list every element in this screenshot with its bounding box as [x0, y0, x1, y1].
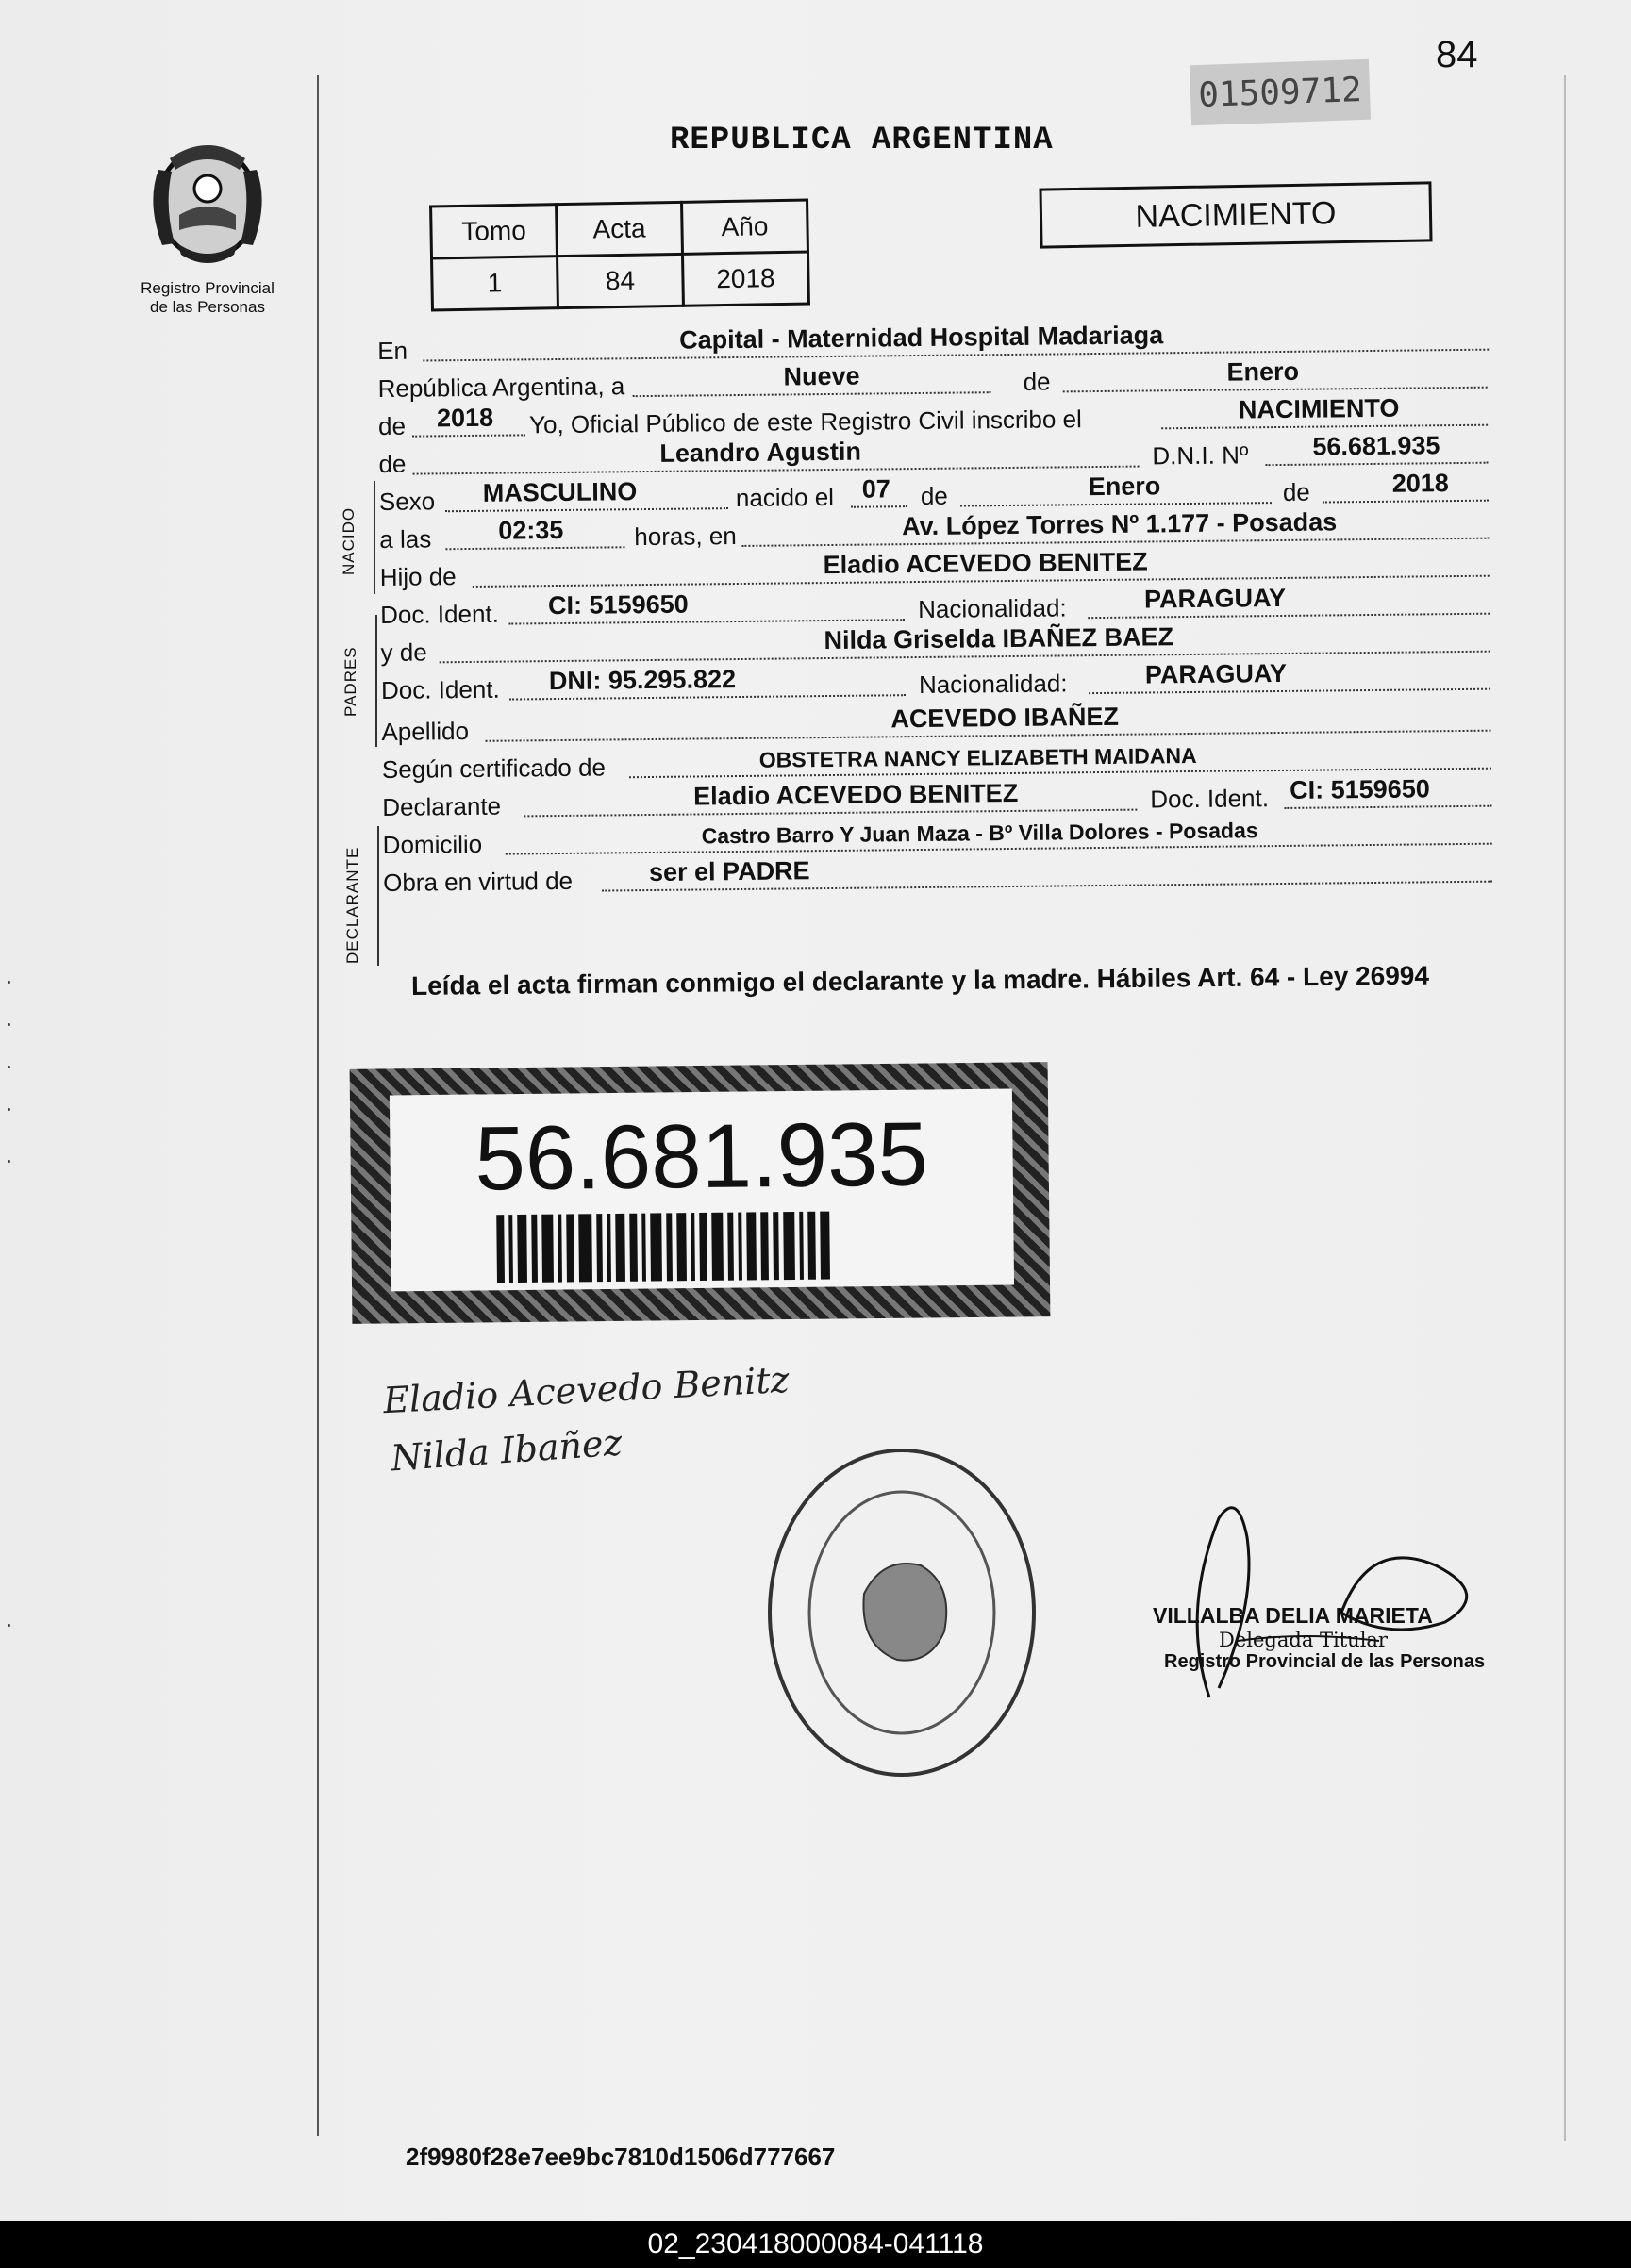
dni-stamp-number: 56.681.935 [474, 1103, 929, 1210]
label-nacido-el: nacido el [735, 482, 835, 513]
section-bracket [374, 481, 375, 594]
barcode-bar [727, 1213, 734, 1281]
label-nacionalidad: Nacionalidad: [917, 593, 1067, 624]
value-sexo: MASCULINO [482, 477, 638, 507]
value-madre-doc: DNI: 95.295.822 [548, 665, 737, 696]
label-dni: D.N.I. Nº [1152, 440, 1249, 471]
left-margin-line [317, 75, 319, 2136]
value-padre: Eladio ACEVEDO BENITEZ [823, 547, 1148, 580]
barcode-bar [558, 1215, 562, 1283]
section-bracket [375, 615, 377, 747]
act-type-box: NACIMIENTO [1039, 181, 1432, 248]
barcode-bar [820, 1212, 830, 1280]
registry-name-line1: Registro Provincial [141, 279, 275, 297]
value-acto: NACIMIENTO [1238, 393, 1400, 424]
label-de-name: de [378, 449, 407, 478]
label-yo-oficial: Yo, Oficial Público de este Registro Civil inscribo el [528, 405, 1082, 439]
label-segun-certificado: Según certificado de [381, 753, 607, 784]
value-apellido: ACEVEDO IBAÑEZ [890, 702, 1120, 734]
barcode-bar [691, 1213, 695, 1281]
table-header-acta: Acta [557, 202, 683, 256]
barcode-bar [799, 1212, 804, 1280]
scan-dot [8, 1160, 10, 1163]
official-seal [760, 1443, 1043, 1787]
section-label-padres: PADRES [341, 646, 359, 717]
value-certificado: OBSTETRA NANCY ELIZABETH MAIDANA [758, 742, 1197, 772]
barcode-bar [760, 1212, 769, 1280]
barcode-bar [531, 1215, 538, 1283]
label-hijo-de: Hijo de [379, 562, 457, 591]
value-nac-mes: Enero [1088, 472, 1161, 502]
barcode-bar [746, 1212, 757, 1280]
value-declarante-doc: CI: 5159650 [1290, 774, 1430, 804]
barcode-bar [773, 1212, 779, 1280]
page-number: 84 [1436, 34, 1478, 75]
barcode-bar [596, 1214, 603, 1282]
value-obra: ser el PADRE [648, 856, 810, 887]
scan-dot [8, 1624, 10, 1627]
barcode-bar [676, 1213, 687, 1281]
official-block [1153, 1603, 1485, 1673]
barcode-bar [508, 1215, 513, 1283]
barcode-bar [615, 1214, 625, 1282]
official-role: Delegada Titular [1219, 1629, 1388, 1651]
barcode-bar [541, 1215, 554, 1283]
label-horas-en: horas, en [634, 521, 737, 552]
label-y-de: y de [380, 637, 427, 667]
label-domicilio: Domicilio [382, 829, 483, 859]
barcode-bar [629, 1214, 638, 1282]
label-doc-ident-madre: Doc. Ident. [380, 674, 500, 704]
value-declarante: Eladio ACEVEDO BENITEZ [693, 778, 1019, 811]
scan-dot [8, 981, 10, 984]
section-label-declarante: DECLARANTE [343, 846, 361, 964]
barcode-bar [699, 1213, 707, 1281]
serial-number: 01509712 [1190, 59, 1371, 126]
label-doc-ident: Doc. Ident. [380, 599, 500, 629]
value-padre-doc: CI: 5159650 [547, 589, 689, 621]
value-madre: Nilda Griselda IBAÑEZ BAEZ [824, 622, 1174, 655]
value-lugar: Capital - Maternidad Hospital Madariaga [678, 321, 1164, 355]
barcode-bar [496, 1215, 505, 1283]
value-dni: 56.681.935 [1312, 431, 1440, 461]
label-declarante: Declarante [382, 791, 502, 821]
dni-stamp-inner [390, 1089, 1014, 1292]
value-padre-nac: PARAGUAY [1143, 583, 1287, 614]
barcode-bar [578, 1214, 592, 1282]
barcode [496, 1212, 830, 1283]
record-lines [377, 318, 1515, 900]
barcode-bar [807, 1212, 816, 1280]
signature-mother: Nilda Ibañez [389, 1421, 624, 1480]
table-header-tomo: Tomo [431, 205, 558, 258]
official-name: VILLALBA DELIA MARIETA [1153, 1603, 1433, 1628]
label-doc-ident-decl: Doc. Ident. [1150, 784, 1270, 814]
official-org: Registro Provincial de las Personas [1164, 1651, 1486, 1672]
label-republica: República Argentina, a [377, 372, 625, 403]
footer-code: 02_230418000084-041118 [0, 2221, 1631, 2268]
barcode-bar [650, 1213, 662, 1281]
country-title: REPUBLICA ARGENTINA [670, 123, 1054, 158]
label-apellido: Apellido [381, 717, 470, 746]
signature-father: Eladio Acevedo Benitz [382, 1358, 791, 1422]
barcode-bar [666, 1213, 673, 1281]
table-value-anio: 2018 [682, 252, 808, 306]
barcode-bar [517, 1215, 527, 1283]
label-de-anio: de [1282, 477, 1310, 506]
value-nombre: Leandro Agustin [659, 437, 862, 468]
label-nacionalidad-madre: Nacionalidad: [918, 669, 1068, 700]
label-obra-en-virtud: Obra en virtud de [382, 866, 574, 897]
province-logo [132, 132, 283, 317]
value-domicilio: Castro Barro Y Juan Maza - Bº Villa Dolores - Posadas [701, 818, 1258, 849]
label-sexo: Sexo [378, 487, 436, 516]
value-dia: Nueve [783, 361, 860, 391]
value-mes: Enero [1226, 356, 1300, 387]
barcode-bar [738, 1213, 742, 1281]
official-signature-icon [1153, 1499, 1492, 1716]
label-de-mes: de [920, 481, 948, 510]
barcode-bar [641, 1214, 646, 1282]
value-direccion: Av. López Torres Nº 1.177 - Posadas [902, 507, 1338, 541]
scan-dot [8, 1023, 10, 1026]
label-a-las: a las [379, 524, 432, 554]
table-header-anio: Año [682, 200, 808, 254]
registry-seal-icon [760, 1443, 1043, 1782]
value-hora: 02:35 [498, 515, 564, 545]
barcode-bar [783, 1212, 795, 1280]
dni-stamp [350, 1062, 1051, 1324]
registry-name-line2: de las Personas [150, 298, 265, 316]
label-en: En [377, 336, 408, 365]
value-madre-nac: PARAGUAY [1144, 658, 1288, 689]
table-value-acta: 84 [558, 254, 684, 307]
table-value-tomo: 1 [432, 257, 558, 310]
label-de-year: de [377, 411, 407, 440]
barcode-bar [607, 1214, 611, 1282]
misiones-shield-icon [141, 132, 274, 273]
barcode-bar [566, 1214, 574, 1282]
scan-dot [8, 1108, 10, 1111]
value-nac-anio: 2018 [1391, 469, 1449, 498]
section-bracket [377, 826, 379, 966]
section-label-nacido: NACIDO [340, 506, 358, 575]
value-nac-dia: 07 [861, 474, 890, 504]
document-hash: 2f9980f28e7ee9bc7810d1506d777667 [406, 2143, 836, 2171]
scan-dot [8, 1066, 10, 1068]
value-anio: 2018 [436, 403, 494, 433]
closing-text: Leída el acta firman conmigo el declarante y la madre. Hábiles Art. 64 - Ley 26994 [410, 960, 1430, 1001]
barcode-bar [711, 1213, 724, 1281]
reference-table [429, 199, 810, 312]
right-margin-line [1564, 75, 1566, 2141]
label-de: de [1023, 367, 1051, 396]
